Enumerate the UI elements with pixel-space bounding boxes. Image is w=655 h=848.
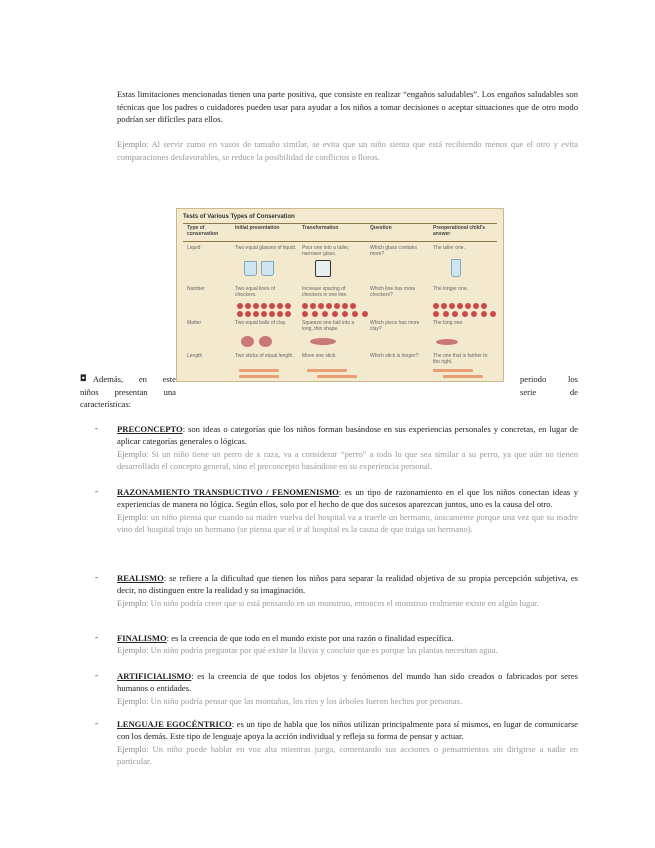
stick-icon <box>443 375 483 378</box>
item-description: : es un tipo de habla que los niños utilizan principalmente para sí mismos, en lugar de comunicarse con los demás. Este tipo de lenguaje apoya la acción individual y refleja su forma de pensar y actuar. <box>117 719 578 742</box>
item-dash: - <box>95 572 98 582</box>
item-example <box>117 448 578 473</box>
glass-icon <box>244 261 257 276</box>
characteristic-item <box>117 423 578 473</box>
row-liquid-question: Which glass contains more? <box>370 245 417 257</box>
checker-icon <box>334 303 340 309</box>
checker-icon <box>326 303 332 309</box>
item-example <box>117 743 578 768</box>
item-dash: - <box>95 670 98 680</box>
item-definition <box>117 632 578 644</box>
example-text: : un niño piensa que cuando su madre vuelva del hospital va a traerle un hermano, únicamente porque una vez que su madre vino del hospital trajo un hermano (se piensa que el ir al hospital es la causa de que traiga un hermano). <box>117 511 578 535</box>
stick-icon <box>433 369 473 372</box>
checker-icon <box>465 303 471 309</box>
item-description: : es un tipo de razonamiento en el que los niños conectan ideas y experiencias de manera no lógica. Según ellos, solo por el hecho de que dos sucesos aparezcan juntos, uno es la causa del otro. <box>117 487 578 510</box>
example-text: : Un niño podría pensar que las montañas, los ríos y los árboles fueron hechos por personas. <box>146 695 463 706</box>
header-question: Question <box>370 225 392 231</box>
checker-icon <box>433 303 439 309</box>
checker-icon <box>269 303 275 309</box>
checker-icon <box>457 303 463 309</box>
bullet-right-line-1: periodo los <box>520 374 578 384</box>
conservation-figure <box>176 208 504 382</box>
checker-icon <box>253 303 259 309</box>
checker-icon <box>443 311 449 317</box>
checker-icon <box>312 311 318 317</box>
row-matter-type: Matter <box>187 320 202 326</box>
checker-icon <box>481 311 487 317</box>
characteristic-item <box>117 486 578 536</box>
row-liquid-initial: Two equal glasses of liquid. <box>235 245 297 251</box>
row-length-initial: Two sticks of equal length. <box>235 353 294 359</box>
item-example <box>117 597 578 609</box>
glass-icon <box>315 260 331 277</box>
example-label: Ejemplo <box>117 139 147 149</box>
row-number-answer: The longer one. <box>433 286 469 292</box>
checker-icon <box>362 311 368 317</box>
item-description: : son ideas o categorías que los niños forman basándose en sus experiencias personales y concretas, en lugar de aplicar categorías generales o lógicas. <box>117 424 578 447</box>
checker-icon <box>277 311 283 317</box>
checker-icon <box>302 311 308 317</box>
checker-icon <box>433 311 439 317</box>
checker-icon <box>342 311 348 317</box>
checker-icon <box>452 311 458 317</box>
checker-icon <box>481 303 487 309</box>
header-answer: Preoperational child's answer <box>433 225 486 237</box>
row-liquid-transformation: Pour one into a taller, narrower glass. <box>302 245 350 257</box>
checker-icon <box>473 303 479 309</box>
example-label: Ejemplo <box>117 645 147 656</box>
item-term: PRECONCEPTO <box>117 424 183 434</box>
checker-icon <box>277 303 283 309</box>
item-definition <box>117 486 578 511</box>
bullet-line-2: niños presentan una <box>80 386 176 397</box>
row-matter-question: Which piece has more clay? <box>370 320 420 332</box>
example-label: Ejemplo <box>117 511 147 522</box>
characteristic-item <box>117 572 578 609</box>
row-number-initial: Two equal lines of checkers. <box>235 286 276 298</box>
checker-icon <box>350 303 356 309</box>
item-dash: - <box>95 423 98 433</box>
item-term: REALISMO <box>117 573 164 583</box>
example-label: Ejemplo <box>117 597 147 608</box>
row-length-type: Length <box>187 353 203 359</box>
tall-glass-icon <box>451 259 461 277</box>
item-term: LENGUAJE EGOCÉNTRICO <box>117 719 232 729</box>
checker-icon <box>332 311 338 317</box>
bullet-line-3: características: <box>80 399 132 410</box>
checker-icon <box>318 303 324 309</box>
glass-icon <box>261 261 274 276</box>
stick-icon <box>307 369 347 372</box>
checker-icon <box>237 311 243 317</box>
checker-icon <box>253 311 259 317</box>
checker-icon <box>490 311 496 317</box>
clay-ball-icon <box>259 336 272 347</box>
checker-icon <box>285 311 291 317</box>
header-transformation: Transformation <box>302 225 339 231</box>
bullet-right-line-2: serie de <box>520 386 578 397</box>
bullet-marker-icon: ◘ <box>80 374 87 384</box>
row-liquid-answer: The taller one. <box>433 245 465 251</box>
item-dash: - <box>95 632 98 642</box>
row-liquid-type: Liquid <box>187 245 201 251</box>
example-label: Ejemplo <box>117 743 147 754</box>
checker-icon <box>352 311 358 317</box>
item-dash: - <box>95 718 98 728</box>
item-definition <box>117 718 578 743</box>
checker-icon <box>322 311 328 317</box>
example-text: : Un niño puede hablar en voz alta mientras juega, comentando sus acciones o pensamientos sin dirigirse a nadie en particular. <box>117 743 578 767</box>
row-length-question: Which stick is longer? <box>370 353 419 359</box>
clay-long-icon <box>310 338 336 345</box>
clay-long-icon <box>436 339 458 345</box>
example-label: Ejemplo <box>117 448 147 459</box>
figure-title: Tests of Various Types of Conservation <box>183 214 295 220</box>
item-description: : es la creencia de que todo en el mundo existe por una razón o finalidad específica. <box>166 633 454 643</box>
figure-header-rule <box>183 241 497 242</box>
checker-icon <box>449 303 455 309</box>
figure-rule <box>183 223 497 224</box>
checker-icon <box>285 303 291 309</box>
checker-icon <box>342 303 348 309</box>
item-definition <box>117 423 578 448</box>
checker-icon <box>302 303 308 309</box>
example-text: : Al servir zumo en vasos de tamaño similar, se evita que un niño sienta que está recibiendo menos que el otro y evita comparaciones desfavorables, se reduce la posibilidad de conflictos o lloros. <box>117 139 578 162</box>
stick-icon <box>317 375 357 378</box>
checker-icon <box>471 311 477 317</box>
item-description: : es la creencia de que todos los objetos y fenómenos del mundo han sido creados o fabricados por seres humanos o entidades. <box>117 671 578 694</box>
row-length-transformation: Move one stick. <box>302 353 337 359</box>
header-type: Type of conservation <box>187 225 219 237</box>
checker-icon <box>441 303 447 309</box>
checker-icon <box>261 303 267 309</box>
bullet-line-1 <box>80 373 176 386</box>
header-initial: Initial presentation <box>235 225 280 231</box>
item-term: RAZONAMIENTO TRANSDUCTIVO / FENOMENISMO <box>117 487 339 497</box>
item-example <box>117 695 578 707</box>
item-definition <box>117 670 578 695</box>
item-term: FINALISMO <box>117 633 167 643</box>
row-matter-answer: The long one. <box>433 320 464 326</box>
characteristic-item <box>117 632 578 657</box>
item-definition <box>117 572 578 597</box>
example-text: : Un niño podría preguntar por qué existe la lluvia y concluir que es porque las plantas necesitan agua. <box>146 645 498 656</box>
item-example <box>117 644 578 656</box>
example-text: : Un niño podría creer que si está pensando en un monstruo, entonces el monstruo realmente existe en algún lugar. <box>146 597 539 608</box>
example-text: : Si un niño tiene un perro de x raza, va a considerar “perro” a todo lo que sea similar a su perro, ya que aún no tienen desarrollado el concepto general, sino el preconcepto basándose en su experiencia personal. <box>117 448 578 472</box>
stick-icon <box>239 369 279 372</box>
item-term: ARTIFICIALISMO <box>117 671 192 681</box>
characteristic-item <box>117 718 578 768</box>
item-description: : se refiere a la dificultad que tienen los niños para separar la realidad objetiva de su propia percepción subjetiva, es decir, no distinguen entre la realidad y su imaginación. <box>117 573 578 596</box>
row-number-transformation: Increase spacing of checkers in one line. <box>302 286 348 298</box>
row-matter-transformation: Squeeze one ball into a long, thin shape. <box>302 320 355 332</box>
row-number-type: Number <box>187 286 205 292</box>
checker-icon <box>462 311 468 317</box>
row-matter-initial: Two equal balls of clay. <box>235 320 287 326</box>
checker-icon <box>245 303 251 309</box>
intro-paragraph: Estas limitaciones mencionadas tienen una parte positiva, que consiste en realizar “engaños saludables”. Los engaños saludables son técnicas que los padres o cuidadores pueden usar para ayudar a los niños a tomar decisiones o aceptar situaciones que de otro modo podrían ser difíciles para ellos. <box>117 89 578 125</box>
intro-example <box>117 138 578 163</box>
item-example <box>117 511 578 536</box>
checker-icon <box>245 311 251 317</box>
checker-icon <box>261 311 267 317</box>
checker-icon <box>269 311 275 317</box>
bullet-text-right <box>520 373 578 398</box>
checker-icon <box>237 303 243 309</box>
item-dash: - <box>95 486 98 496</box>
bullet-line-1-text: Además, en este <box>92 374 176 384</box>
row-number-question: Which line has more checkers? <box>370 286 416 298</box>
characteristic-item <box>117 670 578 707</box>
clay-ball-icon <box>241 336 254 347</box>
bullet-text-left <box>80 373 176 411</box>
checker-icon <box>310 303 316 309</box>
row-length-answer: The one that is farther to the right. <box>433 353 488 365</box>
example-label: Ejemplo <box>117 695 147 706</box>
stick-icon <box>239 375 279 378</box>
